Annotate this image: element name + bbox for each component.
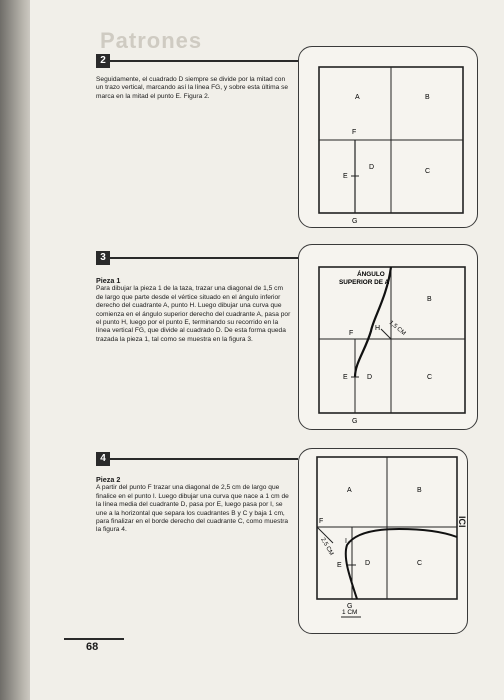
- step-number-4: 4: [96, 452, 110, 466]
- step-text-4: [96, 476, 292, 535]
- figure-2-diagram: [299, 47, 477, 227]
- step-rule: [110, 257, 298, 259]
- step-rule: [110, 458, 298, 460]
- label-f: F: [349, 330, 354, 337]
- scale-label: 1 CM: [342, 609, 358, 616]
- step-rule: [110, 60, 298, 62]
- dimension-label: 1,5 CM: [387, 319, 407, 337]
- footer-rule: [64, 638, 124, 640]
- dimension-label: 2,5 CM: [319, 537, 335, 557]
- figure-4-panel: [298, 448, 468, 634]
- figure-2-panel: [298, 46, 478, 228]
- label-e: E: [343, 374, 348, 381]
- step-body: Para dibujar la pieza 1 de la taza, trazar una diagonal de 1,5 cm de largo que parte desde el vértice situado en el ángulo inferior derecho del cuadrante A, punto H. Luego dibujar una curva que comienza en el ángulo superior derecho del cuadrante A, pasa por el punto H, luego por el punto E, terminando su recorrido en la línea vertical FG, que divide al cuadrado D. De esta forma queda trazada la pieza 1, tal como se muestra en la figura 3.: [96, 285, 291, 343]
- label-b: B: [425, 94, 430, 101]
- figure-3-diagram: [299, 245, 477, 429]
- label-d: D: [367, 374, 373, 381]
- label-f: F: [352, 129, 357, 136]
- step-body: Seguidamente, el cuadrado D siempre se divide por la mitad con un trazo vertical, marcando así la línea FG, y sobre esta última se marca en la mitad el punto E. Figura 2.: [96, 76, 289, 100]
- side-mark: ICI: [457, 516, 467, 528]
- step-title: Pieza 1: [96, 276, 121, 285]
- step-title: Pieza 2: [96, 475, 121, 484]
- label-c: C: [425, 168, 431, 175]
- step-number-3: 3: [96, 251, 110, 265]
- label-a: A: [355, 94, 360, 101]
- label-c: C: [417, 560, 423, 567]
- label-f: F: [319, 518, 324, 525]
- label-e: E: [337, 562, 342, 569]
- label-g: G: [352, 418, 358, 425]
- page-number: 68: [86, 641, 99, 653]
- angle-label-line1: ÁNGULO: [357, 271, 385, 278]
- bleed-through-heading: Patrones: [100, 28, 203, 53]
- step-text-2: [96, 76, 292, 101]
- step-number-2: 2: [96, 54, 110, 68]
- label-d: D: [369, 164, 375, 171]
- label-e: E: [343, 173, 348, 180]
- label-c: C: [427, 374, 433, 381]
- label-a: A: [347, 487, 352, 494]
- figure-4-diagram: [299, 449, 467, 633]
- figure-3-panel: [298, 244, 478, 430]
- label-d: D: [365, 560, 371, 567]
- step-body: A partir del punto F trazar una diagonal de 2,5 cm de largo que finalice en el punto I. Luego dibujar una curva que nace a 1 cm de la línea media del cuadrante D, pasa por E, luego pasa por I, se une a la horizontal que separa los cuadrantes B y C y baja 1 cm, para finalizar en el borde derecho del cuadrante C, como muestra la figura 4.: [96, 484, 289, 534]
- angle-label-line2: SUPERIOR DE A: [339, 279, 390, 286]
- label-g: G: [347, 603, 353, 610]
- step-text-3: [96, 277, 292, 344]
- label-b: B: [427, 296, 432, 303]
- label-b: B: [417, 487, 422, 494]
- label-g: G: [352, 218, 358, 225]
- label-h: H: [375, 325, 381, 332]
- label-i: I: [345, 538, 347, 545]
